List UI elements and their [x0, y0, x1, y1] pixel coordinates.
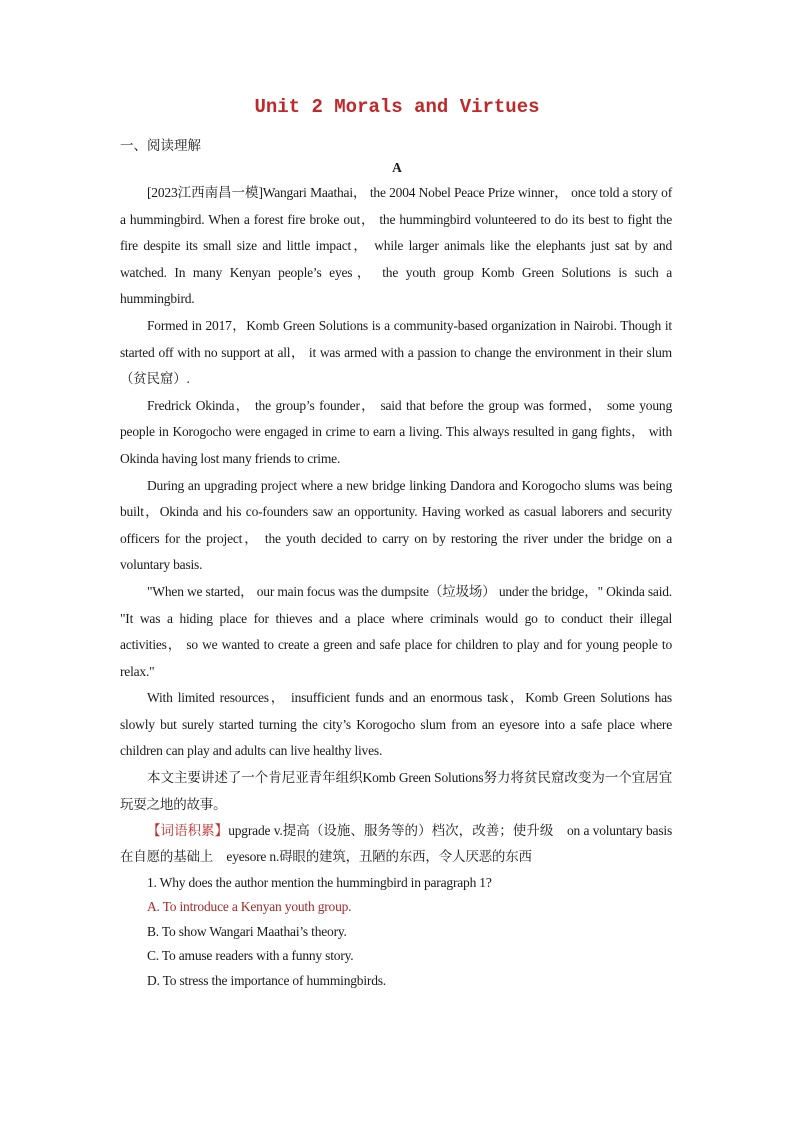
- paragraph-2: Formed in 2017，Komb Green Solutions is a community-based organization in Nairobi. Though it started off with no support at all， it was armed with a passion to change the environment in their slum（贫民窟）.: [120, 317, 672, 387]
- option-c: C. To amuse readers with a funny story.: [147, 948, 354, 964]
- section-heading: 一、阅读理解: [120, 138, 201, 153]
- passage-body: [120, 180, 672, 993]
- paragraph-6: With limited resources， insufficient funds and an enormous task，Komb Green Solutions has slowly but surely started turning the city’s Korogocho slum from an eyesore into a safe place where children can play and adults can live healthy lives.: [120, 690, 672, 759]
- unit-title: Unit 2 Morals and Virtues: [254, 96, 540, 118]
- passage-letter: A: [392, 160, 402, 175]
- paragraph-1: [2023江西南昌一模]Wangari Maathai， the 2004 Nobel Peace Prize winner， once told a story of a hummingbird. When a forest fire broke out， the hummingbird volunteered to do its best to fight the fire despite its small size and little impact， while larger animals like the elephants just sat by and watched. In many Kenyan people’s eyes， the youth group Komb Green Solutions is such a hummingbird.: [120, 185, 672, 307]
- summary: 本文主要讲述了一个肯尼亚青年组织Komb Green Solutions努力将贫民窟改变为一个宜居宜玩耍之地的故事。: [120, 770, 672, 812]
- paragraph-3: Fredrick Okinda， the group’s founder， said that before the group was formed， some young people in Korogocho were engaged in crime to earn a living. This always resulted in gang fights， with Okinda having lost many friends to crime.: [120, 397, 672, 466]
- vocab-tag: 【词语积累】: [147, 823, 229, 839]
- option-d: D. To stress the importance of hummingbirds.: [147, 972, 386, 988]
- question-stem: 1. Why does the author mention the hummingbird in paragraph 1?: [147, 875, 492, 891]
- vocab-note: [120, 818, 672, 870]
- option-a: A. To introduce a Kenyan youth group.: [147, 899, 352, 915]
- paragraph-5: "When we started， our main focus was the dumpsite（垃圾场） under the bridge，" Okinda said. "It was a hiding place for thieves and a place where criminals would go to conduct their illegal activities， so we wanted to create a green and safe place for children to play and for young people to relax.": [120, 583, 672, 679]
- paragraph-4: During an upgrading project where a new bridge linking Dandora and Korogocho slums was being built，Okinda and his co-founders saw an opportunity. Having worked as casual laborers and security officers for the project， the youth decided to carry on by restoring the river under the bridge on a voluntary basis.: [120, 477, 672, 573]
- vocab-text: upgrade v.提高（设施、服务等的）档次，改善；使升级 on a voluntary basis 在自愿的基础上 eyesore n.碍眼的建筑，丑陋的东西，令人厌恶的东西: [120, 823, 672, 865]
- option-b: B. To show Wangari Maathai’s theory.: [147, 923, 347, 939]
